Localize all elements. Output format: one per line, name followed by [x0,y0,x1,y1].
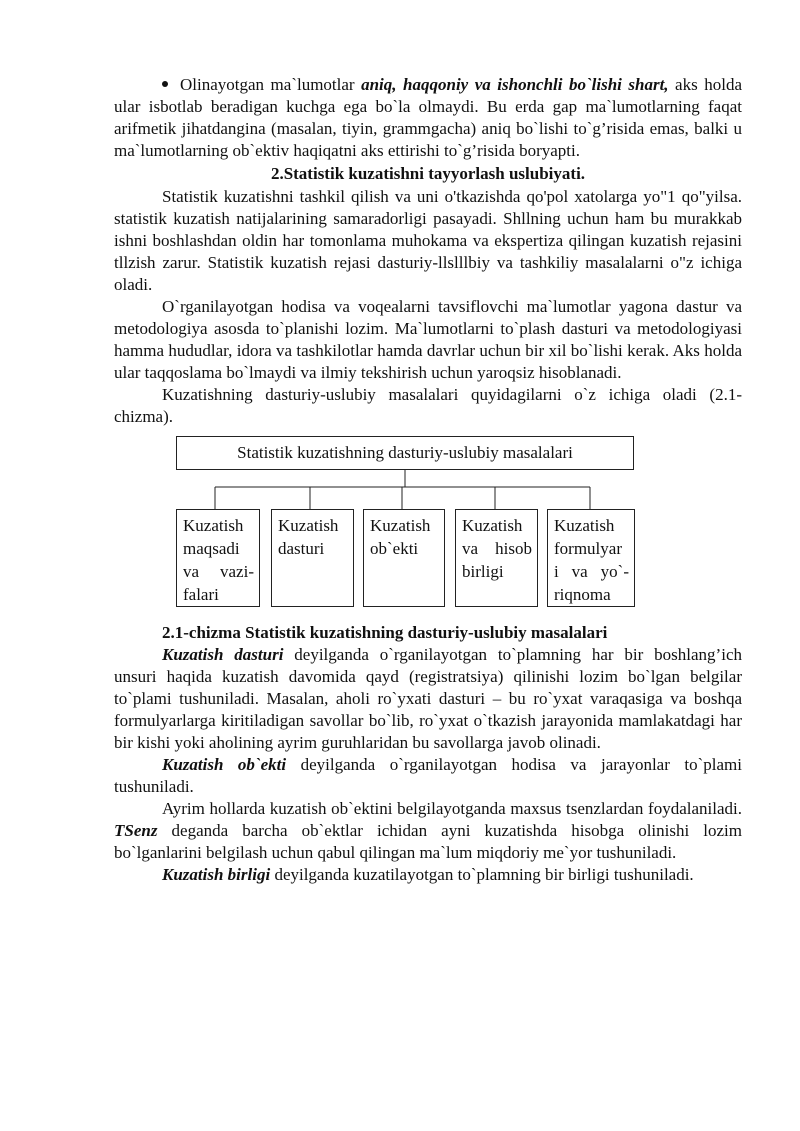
text-run: Olinayotgan ma`lumotlar [180,75,362,94]
diagram-root-box: Statistik kuzatishning dasturiy-uslubiy masalalari [176,436,634,470]
paragraph: Kuzatishning dasturiy-uslubiy masalalari quyidagilarni o`z ichiga oladi (2.1-chizma). [114,385,742,426]
text-run: deyilganda o`rganilayotgan to`plamning har bir boshlang’ich unsuri haqida kuzatish davomida qayd (registratsiya) qilinishi lozim bo`lgan belgilar to`plami tushuniladi. Masalan, aholi ro`yxati dasturi – bu ro`yxat varaqasiga va boshqa formulyarlarga kiritiladigan savollar bo`lib, ro`yxat o`tkazish jarayonida mamlakatdagi har bir kishi yoki aholining ayrim guruhlaridan bu savollarga javob olinadi. [114,645,742,752]
emphasis-text: Kuzatish dasturi [162,645,284,664]
diagram-box-maqsad: Kuzatish maqsadi va vazi-falari [176,509,260,607]
diagram-box-formulyar: Kuzatish formulyar i va yo`-riqnoma [547,509,635,607]
figure-caption: 2.1-chizma Statistik kuzatishning dasturiy-uslubiy masalalari [162,623,608,642]
section-heading: 2.Statistik kuzatishni tayyorlash uslubiyati. [270,164,586,183]
paragraph: O`rganilayotgan hodisa va voqealarni tavsiflovchi ma`lumotlar yagona dastur va metodologiya asosda to`planishi lozim. Ma`lumotlarni to`plash dasturi va metodologiyasi hamma hududlar, idora va tashkilotlar hamda davrlar uchun bir xil bo`lishi kerak. Aks holda ular taqqoslama bo`lmaydi va ilmiy tekshirish uchun yaroqsiz hisoblanadi. [114,297,742,382]
emphasis-text: Kuzatish ob`ekti [162,755,287,774]
diagram-box-dastur: Kuzatish dasturi [271,509,354,607]
paragraph-bullet [114,74,742,162]
paragraph [114,644,742,754]
text-run: Ayrim hollarda kuzatish ob`ektini belgilayotganda maxsus tsenzlardan foydalaniladi. [162,799,742,818]
diagram-box-birlik: Kuzatish va hisob birligi [455,509,538,607]
text-run: deyilganda kuzatilayotgan to`plamning bir birligi tushuniladi. [270,865,694,884]
text-run: deganda barcha ob`ektlar ichidan ayni kuzatishda hisobga olinishi lozim bo`lganlarini belgilash uchun qabul qilingan ma`lum miqdoriy me`yor tushuniladi. [114,821,742,862]
paragraph: Statistik kuzatishni tashkil qilish va uni o'tkazishda qo'pol xatolarga yo"1 qo"yilsa. statistik kuzatish natijalarining samaradorligi pasayadi. Shllning uchun ham bu murakkab ishni boshlashdan oldin har tomonlama muhokama va ekspertiza qilingan kuzatish rejasini tllzish zarur. Statistik kuzatish rejasi dasturiy-llslllbiy va tashkiliy masalalarni o"z ichiga oladi. [114,187,742,294]
emphasis-text: TSenz [114,821,158,840]
text-run: aks holda ular isbotlab beradigan kuchga ega bo`la olmaydi. Bu erda gap ma`lumotlarning faqat arifmetik jihatdangina (masalan, tiyin, grammgacha) aniq bo`lishi to`g’risida emas, balki u ma`lumotlarning ob`ektiv haqiqatni aks ettirishi to`g’risida boryapti. [114,75,742,160]
diagram-box-obekt: Kuzatish ob`ekti [363,509,445,607]
text-run: deyilganda o`rganilayotgan hodisa va jarayonlar to`plami tushuniladi. [114,755,742,796]
document-page [114,74,742,886]
paragraph [114,864,742,886]
bullet-icon [162,81,168,87]
paragraph [114,754,742,798]
hierarchy-diagram [114,436,742,622]
paragraph [114,798,742,864]
emphasis-text: Kuzatish birligi [162,865,271,884]
emphasis-text: aniq, haqqoniy va ishonchli bo`lishi shart, [361,75,669,94]
